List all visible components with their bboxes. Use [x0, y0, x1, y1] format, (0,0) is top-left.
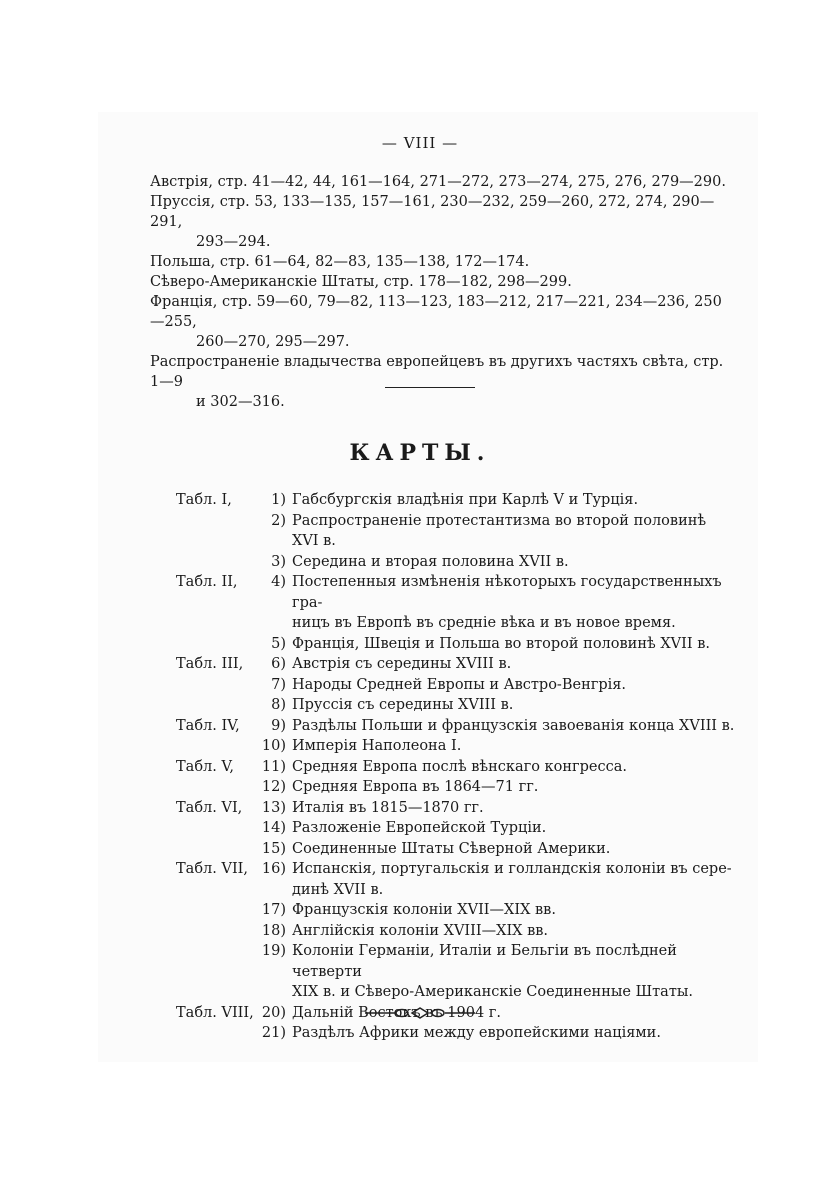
table-label — [176, 900, 254, 921]
map-entry — [176, 675, 736, 696]
table-label — [176, 695, 254, 716]
table-label: Табл. I, — [176, 492, 232, 508]
table-label: Табл. V, — [176, 758, 235, 775]
map-entry — [176, 634, 736, 655]
index-entry: Сѣверо-Американскіе Штаты, стр. 178—182, 298—299. — [150, 274, 572, 290]
map-number: 16) — [261, 861, 286, 877]
map-title: Габсбургскія владѣнія при Карлѣ V и Турція. — [292, 492, 639, 508]
map-title: Соединенные Штаты Сѣверной Америки. — [292, 840, 611, 857]
map-title: Имперія Наполеона I. — [292, 738, 462, 754]
map-number: 21) — [261, 1025, 286, 1041]
map-number: 6) — [271, 656, 286, 672]
map-entry — [176, 859, 736, 880]
map-title: ницъ въ Европѣ въ средніе вѣка и въ новое время. — [292, 615, 676, 631]
map-number: 4) — [271, 574, 286, 590]
map-title: Народы Средней Европы и Австро-Венгрія. — [292, 676, 627, 693]
map-title: Франція, Швеція и Польша во второй половинѣ XVII в. — [292, 635, 710, 652]
map-title: динѣ XVII в. — [292, 881, 384, 898]
table-label: Табл. VII, — [176, 861, 249, 877]
map-entry — [176, 757, 736, 778]
map-entry — [176, 798, 736, 819]
map-title: Средняя Европа послѣ вѣнскаго конгресса. — [292, 758, 627, 775]
map-entry — [176, 654, 736, 675]
map-entry — [176, 941, 736, 982]
table-label: Табл. VIII, — [176, 1004, 254, 1021]
map-number: 1) — [271, 492, 286, 508]
map-entry — [176, 695, 736, 716]
geographic-index — [150, 172, 730, 412]
map-title: Англійскія колоніи XVIII—XIX вв. — [292, 922, 549, 939]
index-entry: Польша, стр. 61—64, 82—83, 135—138, 172—174. — [150, 254, 530, 270]
table-label — [176, 839, 254, 860]
map-entry — [176, 716, 736, 737]
table-label — [176, 552, 254, 573]
index-entry-continuation: 260—270, 295—297. — [196, 334, 350, 350]
map-title: Французскія колоніи XVII—XIX вв. — [292, 902, 556, 918]
map-title: Дальній Востокъ въ 1904 г. — [292, 1004, 501, 1021]
index-entry: Австрія, стр. 41—42, 44, 161—164, 271—272, 273—274, 275, 276, 279—290. — [150, 174, 726, 190]
map-title: Распространеніе протестантизма во второй половинѣ XVI в. — [292, 512, 707, 549]
map-title: Разложеніе Европейской Турціи. — [292, 820, 547, 836]
map-number: 2) — [271, 512, 286, 529]
map-title: Середина и вторая половина XVII в. — [292, 553, 569, 570]
map-entry — [176, 900, 736, 921]
map-title: Раздѣлъ Африки между европейскими націями. — [292, 1025, 661, 1041]
map-title: XIX в. и Сѣверо-Американскіе Соединенные Штаты. — [292, 984, 693, 1000]
map-entry — [176, 552, 736, 573]
map-entry — [176, 839, 736, 860]
maps-list — [176, 490, 736, 1044]
map-title: Испанскія, португальскія и голландскія колоніи въ сере- — [292, 861, 732, 877]
map-entry — [176, 613, 736, 634]
table-label: Табл. VI, — [176, 799, 243, 816]
map-entry — [176, 736, 736, 757]
map-number: 20) — [261, 1004, 286, 1021]
table-label — [176, 675, 254, 696]
table-label: Табл. III, — [176, 656, 244, 672]
map-title: Италія въ 1815—1870 гг. — [292, 799, 484, 816]
table-label: Табл. II, — [176, 574, 238, 590]
table-label — [176, 777, 254, 798]
map-entry — [176, 572, 736, 613]
map-title: Пруссія съ середины XVIII в. — [292, 697, 514, 713]
table-label — [176, 941, 254, 982]
map-number: 9) — [271, 717, 286, 734]
map-entry — [176, 818, 736, 839]
map-entry — [176, 511, 736, 552]
map-number: 19) — [261, 943, 286, 959]
map-number: 18) — [261, 922, 286, 939]
table-label — [176, 634, 254, 655]
map-number: 10) — [261, 738, 286, 754]
index-entry: Пруссія, стр. 53, 133—135, 157—161, 230—232, 259—260, 272, 274, 290—291, — [150, 194, 715, 230]
map-entry — [176, 777, 736, 798]
map-entry — [176, 490, 736, 511]
table-label — [176, 921, 254, 942]
table-label — [176, 511, 254, 552]
map-title: Средняя Европа въ 1864—71 гг. — [292, 779, 539, 795]
index-entry-continuation: и 302—316. — [196, 394, 285, 410]
map-number: 17) — [261, 902, 286, 918]
index-entry-continuation: 293—294. — [196, 234, 271, 250]
map-entry — [176, 921, 736, 942]
map-number: 5) — [271, 635, 286, 652]
section-divider — [385, 387, 475, 388]
map-number: 14) — [261, 820, 286, 836]
table-label — [176, 736, 254, 757]
maps-heading: КАРТЫ. — [349, 440, 491, 466]
index-entry: Распространеніе владычества европейцевъ въ другихъ частяхъ свѣта, стр. 1—9 — [150, 354, 724, 390]
map-title: Постепенныя измѣненія нѣкоторыхъ государственныхъ гра- — [292, 574, 722, 611]
map-title: Австрія съ середины XVIII в. — [292, 656, 512, 672]
map-number: 11) — [261, 758, 286, 775]
table-label: Табл. IV, — [176, 717, 240, 734]
table-label — [176, 1023, 254, 1044]
map-number: 3) — [271, 553, 286, 570]
map-number: 13) — [261, 799, 286, 816]
map-entry — [176, 1023, 736, 1044]
map-entry — [176, 982, 736, 1003]
map-entry — [176, 880, 736, 901]
map-title: Раздѣлы Польши и французскія завоеванія конца XVIII в. — [292, 717, 735, 734]
page-number: — VIII — — [381, 134, 459, 152]
index-entry: Франція, стр. 59—60, 79—82, 113—123, 183—212, 217—221, 234—236, 250—255, — [150, 294, 722, 330]
tailpiece-ornament — [365, 1004, 475, 1022]
table-label — [176, 818, 254, 839]
map-number: 8) — [271, 697, 286, 713]
map-title: Колоніи Германіи, Италіи и Бельгіи въ послѣдней четверти — [292, 943, 677, 980]
map-number: 15) — [261, 840, 286, 857]
map-number: 7) — [271, 676, 286, 693]
map-number: 12) — [261, 779, 286, 795]
